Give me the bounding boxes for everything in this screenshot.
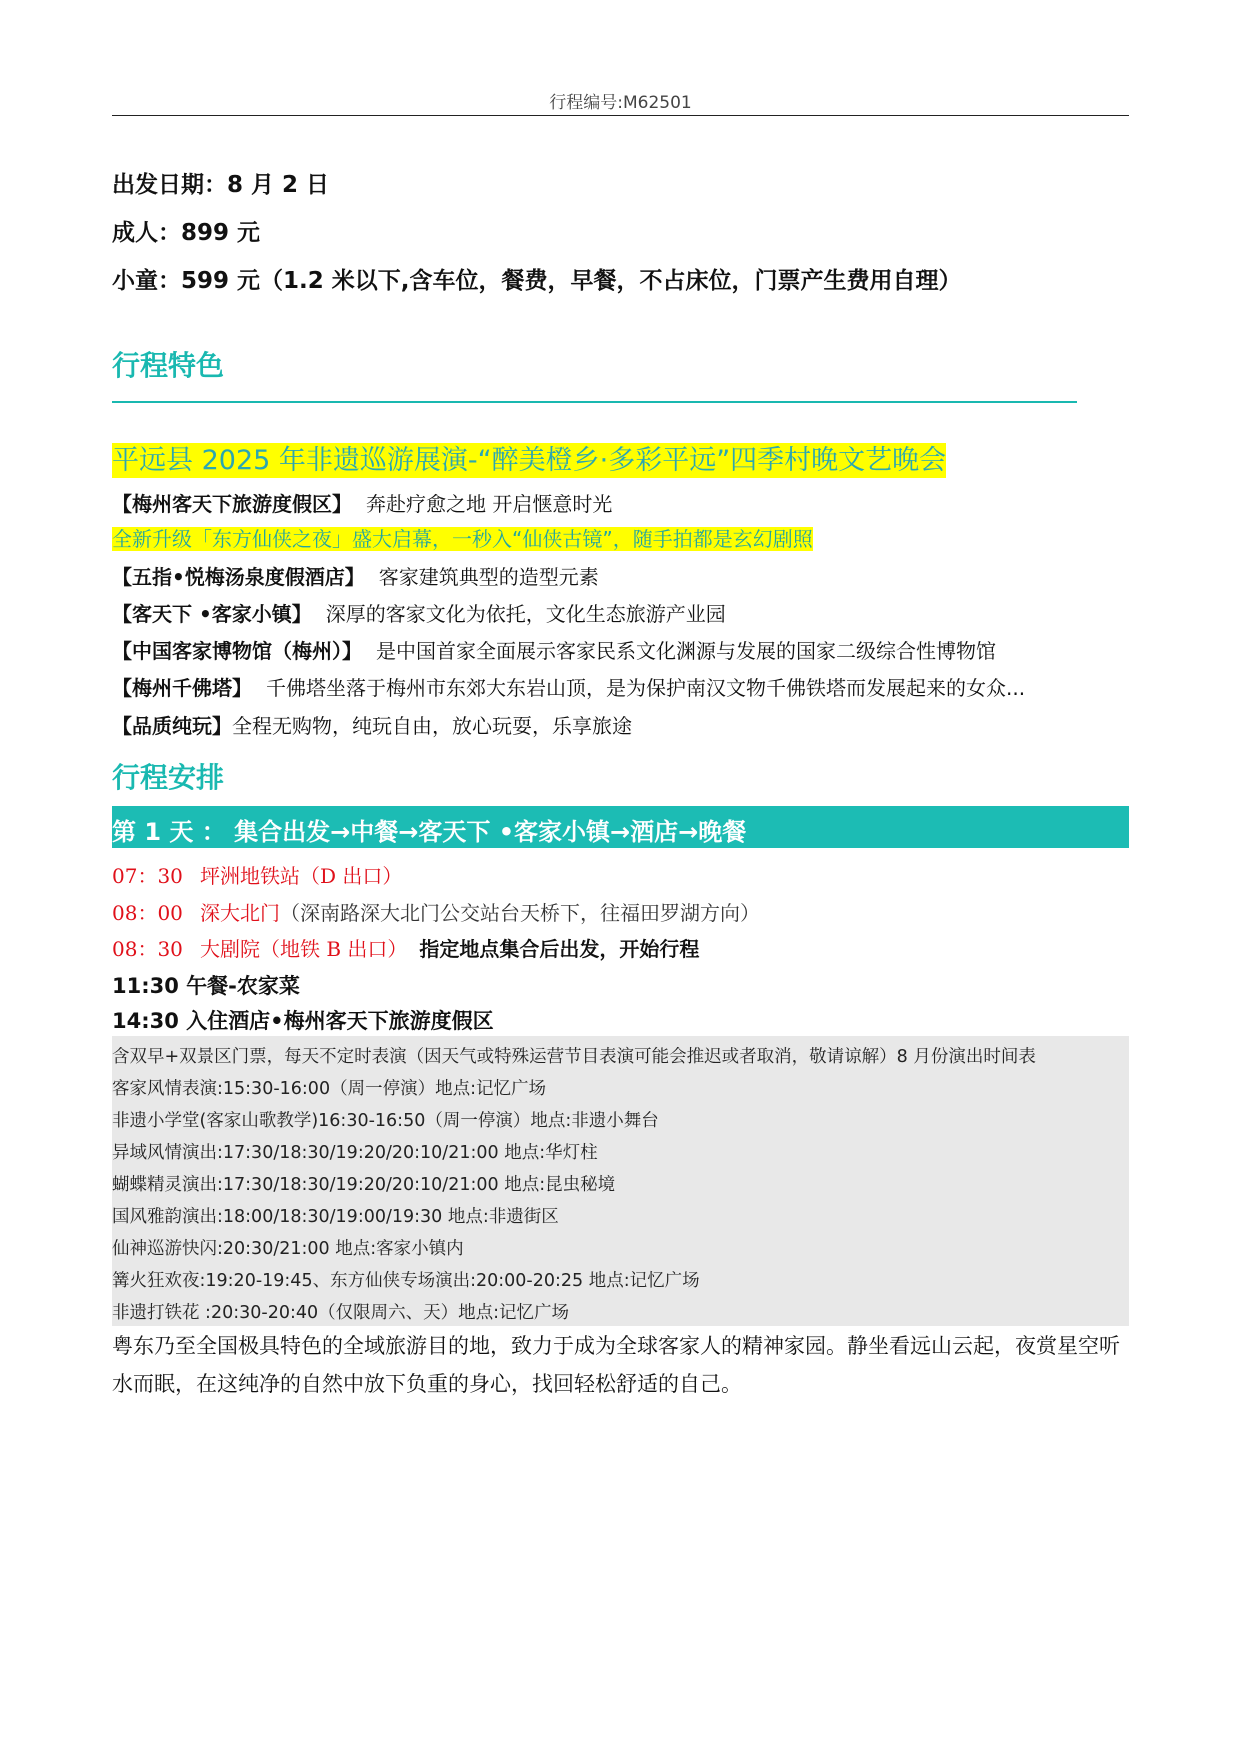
day-1-bar	[112, 806, 1129, 848]
feature-desc: 客家建筑典型的造型元素	[378, 565, 599, 589]
departure-date: 出发日期：8 月 2 日	[112, 172, 330, 198]
feature-key: 【品质纯玩】	[112, 714, 232, 738]
feature-desc: 全程无购物，纯玩自由，放心玩耍，乐享旅途	[232, 714, 632, 738]
feature-item	[112, 672, 1025, 701]
checkin-line: 14:30 入住酒店•梅州客天下旅游度假区	[112, 1009, 494, 1033]
lunch-line: 11:30 午餐-农家菜	[112, 974, 300, 998]
feature-key: 【梅州千佛塔】	[112, 676, 252, 700]
show-schedule-line: 异域风情演出:17:30/18:30/19:20/20:10/21:00 地点:华灯柱	[112, 1143, 598, 1163]
feature-key: 【客天下 •客家小镇】	[112, 602, 312, 626]
stop-place: 大剧院（地铁 B 出口）	[200, 937, 408, 961]
event-banner-text: 平远县 2025 年非遗巡游展演-“醉美橙乡·多彩平远”四季村晚文艺晚会	[112, 445, 947, 476]
features-divider	[112, 401, 1077, 403]
feature-key: 【五指•悦梅汤泉度假酒店】	[112, 565, 365, 589]
feature-key: 【梅州客天下旅游度假区】	[112, 492, 352, 516]
feature-desc: 千佛塔坐落于梅州市东郊大东岩山顶，是为保护南汉文物千佛铁塔而发展起来的女众...	[266, 676, 1026, 700]
stop-note: （深南路深大北门公交站台天桥下，往福田罗湖方向）	[280, 901, 760, 925]
show-schedule-line: 含双早+双景区门票，每天不定时表演（因天气或特殊运营节目表演可能会推迟或者取消，敬请谅解）8 月份演出时间表	[112, 1047, 1036, 1067]
stop-time: 07：30	[112, 864, 183, 888]
header-divider	[112, 115, 1129, 116]
feature-item	[112, 523, 813, 552]
feature-item	[112, 488, 612, 517]
show-schedule-line: 非遗小学堂(客家山歌教学)16:30-16:50（周一停演）地点:非遗小舞台	[112, 1111, 659, 1131]
feature-item	[112, 635, 996, 664]
feature-desc: 是中国首家全面展示客家民系文化渊源与发展的国家二级综合性博物馆	[376, 639, 996, 663]
schedule-stop	[112, 860, 402, 889]
show-schedule-line: 仙神巡游快闪:20:30/21:00 地点:客家小镇内	[112, 1239, 464, 1259]
stop-time: 08：00	[112, 901, 183, 925]
child-price: 小童：599 元（1.2 米以下,含车位，餐费，早餐，不占床位，门票产生费用自理）	[112, 268, 962, 294]
show-schedule-line: 蝴蝶精灵演出:17:30/18:30/19:20/20:10/21:00 地点:昆虫秘境	[112, 1175, 616, 1195]
stop-place: 坪洲地铁站（D 出口）	[200, 864, 403, 888]
stop-place: 深大北门	[200, 901, 280, 925]
show-schedule-line: 国风雅韵演出:18:00/18:30/19:00/19:30 地点:非遗街区	[112, 1207, 559, 1227]
itinerary-code: 行程编号:M62501	[549, 93, 692, 113]
schedule-stop	[112, 897, 760, 926]
feature-item	[112, 598, 726, 627]
features-title: 行程特色	[112, 349, 225, 382]
stop-time: 08：30	[112, 937, 183, 961]
feature-item	[112, 561, 599, 590]
feature-desc: 奔赴疗愈之地 开启惬意时光	[366, 492, 613, 516]
show-schedule-line: 篝火狂欢夜:19:20-19:45、东方仙侠专场演出:20:00-20:25 地点:记忆广场	[112, 1271, 700, 1291]
schedule-title: 行程安排	[112, 761, 225, 794]
show-schedule-line: 非遗打铁花 :20:30-20:40（仅限周六、天）地点:记忆广场	[112, 1303, 570, 1323]
feature-desc: 深厚的客家文化为依托，文化生态旅游产业园	[325, 602, 726, 626]
stop-instruction: 指定地点集合后出发，开始行程	[419, 937, 700, 961]
event-banner	[112, 438, 946, 477]
show-schedule-line: 客家风情表演:15:30-16:00（周一停演）地点:记忆广场	[112, 1079, 546, 1099]
description-paragraph: 粤东乃至全国极具特色的全域旅游目的地，致力于成为全球客家人的精神家园。静坐看远山云起，夜赏星空听水而眠，在这纯净的自然中放下负重的身心，找回轻松舒适的自己。	[112, 1334, 1120, 1396]
feature-desc: 全新升级「东方仙侠之夜」盛大启幕，一秒入“仙侠古镜”，随手拍都是玄幻剧照	[112, 527, 813, 551]
feature-key: 【中国客家博物馆（梅州）】	[112, 639, 362, 663]
day-1-title: 第 1 天 ： 集合出发→中餐→客天下 •客家小镇→酒店→晚餐	[112, 818, 747, 846]
schedule-stop	[112, 933, 699, 962]
adult-price: 成人：899 元	[112, 220, 261, 246]
feature-item	[112, 710, 632, 739]
